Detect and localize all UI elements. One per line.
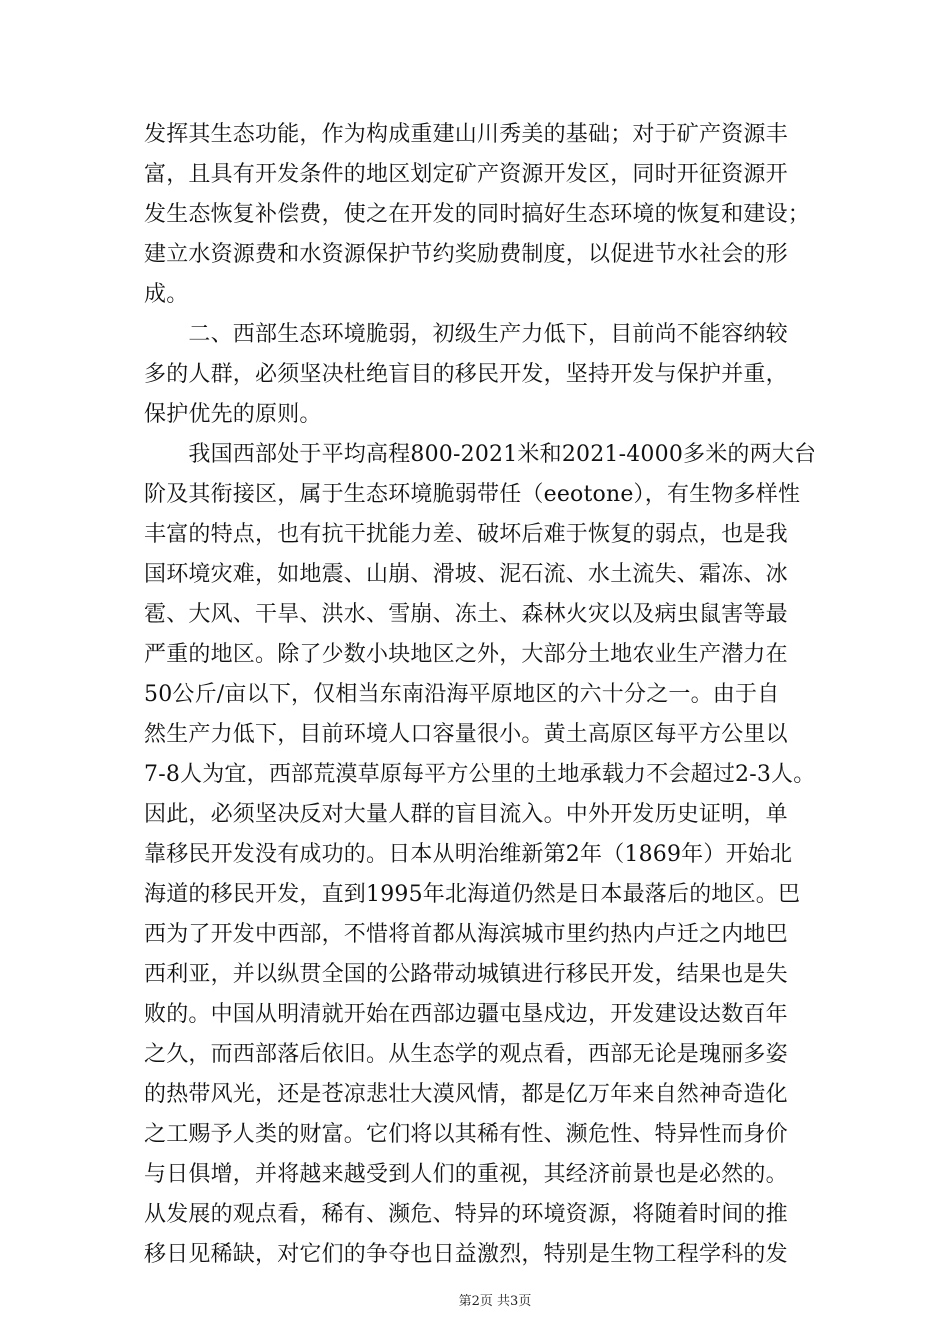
text-line: 靠移民开发没有成功的。日本从明治维新第2年（1869年）开始北 [144,842,793,867]
text-line: 建立水资源费和水资源保护节约奖励费制度，以促进节水社会的形 [144,242,788,267]
text-line: 从发展的观点看，稀有、濒危、特异的环境资源，将随着时间的推 [144,1202,788,1227]
text-line: 的热带风光，还是苍凉悲壮大漠风情，都是亿万年来自然神奇造化 [144,1082,788,1107]
text-line: 保护优先的原则。 [144,402,322,427]
text-line: 之工赐予人类的财富。它们将以其稀有性、濒危性、特异性而身价 [144,1122,788,1147]
text-line: 50公斤/亩以下，仅相当东南沿海平原地区的六十分之一。由于自 [144,682,780,707]
text-line: 雹、大风、干旱、洪水、雪崩、冻土、森林火灾以及病虫鼠害等最 [144,602,788,627]
text-line: 7-8人为宜，西部荒漠草原每平方公里的土地承载力不会超过2-3人。 [144,762,816,787]
text-line: 多的人群，必须坚决杜绝盲目的移民开发，坚持开发与保护并重， [144,362,788,387]
text-line: 然生产力低下，目前环境人口容量很小。黄土高原区每平方公里以 [144,722,788,747]
text-line: 发挥其生态功能，作为构成重建山川秀美的基础；对于矿产资源丰 [144,122,788,147]
text-line: 国环境灾难，如地震、山崩、滑坡、泥石流、水土流失、霜冻、冰 [144,562,788,587]
text-line: 我国西部处于平均高程800-2021米和2021-4000多米的两大台 [144,442,817,467]
text-line: 富，且具有开发条件的地区划定矿产资源开发区，同时开征资源开 [144,162,788,187]
text-line: 阶及其衔接区，属于生态环境脆弱带任（eeotone），有生物多样性 [144,482,801,507]
text-line: 之久，而西部落后依旧。从生态学的观点看，西部无论是瑰丽多姿 [144,1042,788,1067]
text-line: 因此，必须坚决反对大量人群的盲目流入。中外开发历史证明，单 [144,802,788,827]
text-line: 成。 [144,282,189,307]
text-line: 败的。中国从明清就开始在西部边疆屯垦戍边，开发建设达数百年 [144,1002,788,1027]
text-line: 严重的地区。除了少数小块地区之外，大部分土地农业生产潜力在 [144,642,788,667]
text-line: 移日见稀缺，对它们的争夺也日益激烈，特别是生物工程学科的发 [144,1242,788,1267]
text-line: 丰富的特点，也有抗干扰能力差、破坏后难于恢复的弱点，也是我 [144,522,788,547]
page-footer: 第2页 共3页 [458,1294,532,1309]
text-line: 与日俱增，并将越来越受到人们的重视，其经济前景也是必然的。 [144,1162,788,1187]
text-line: 发生态恢复补偿费，使之在开发的同时搞好生态环境的恢复和建设； [144,202,811,227]
text-line: 西利亚，并以纵贯全国的公路带动城镇进行移民开发，结果也是失 [144,962,788,987]
text-line: 西为了开发中西部，不惜将首都从海滨城市里约热内卢迁之内地巴 [144,922,788,947]
text-line: 二、西部生态环境脆弱，初级生产力低下，目前尚不能容纳较 [144,322,788,347]
text-line: 海道的移民开发，直到1995年北海道仍然是日本最落后的地区。巴 [144,882,801,907]
